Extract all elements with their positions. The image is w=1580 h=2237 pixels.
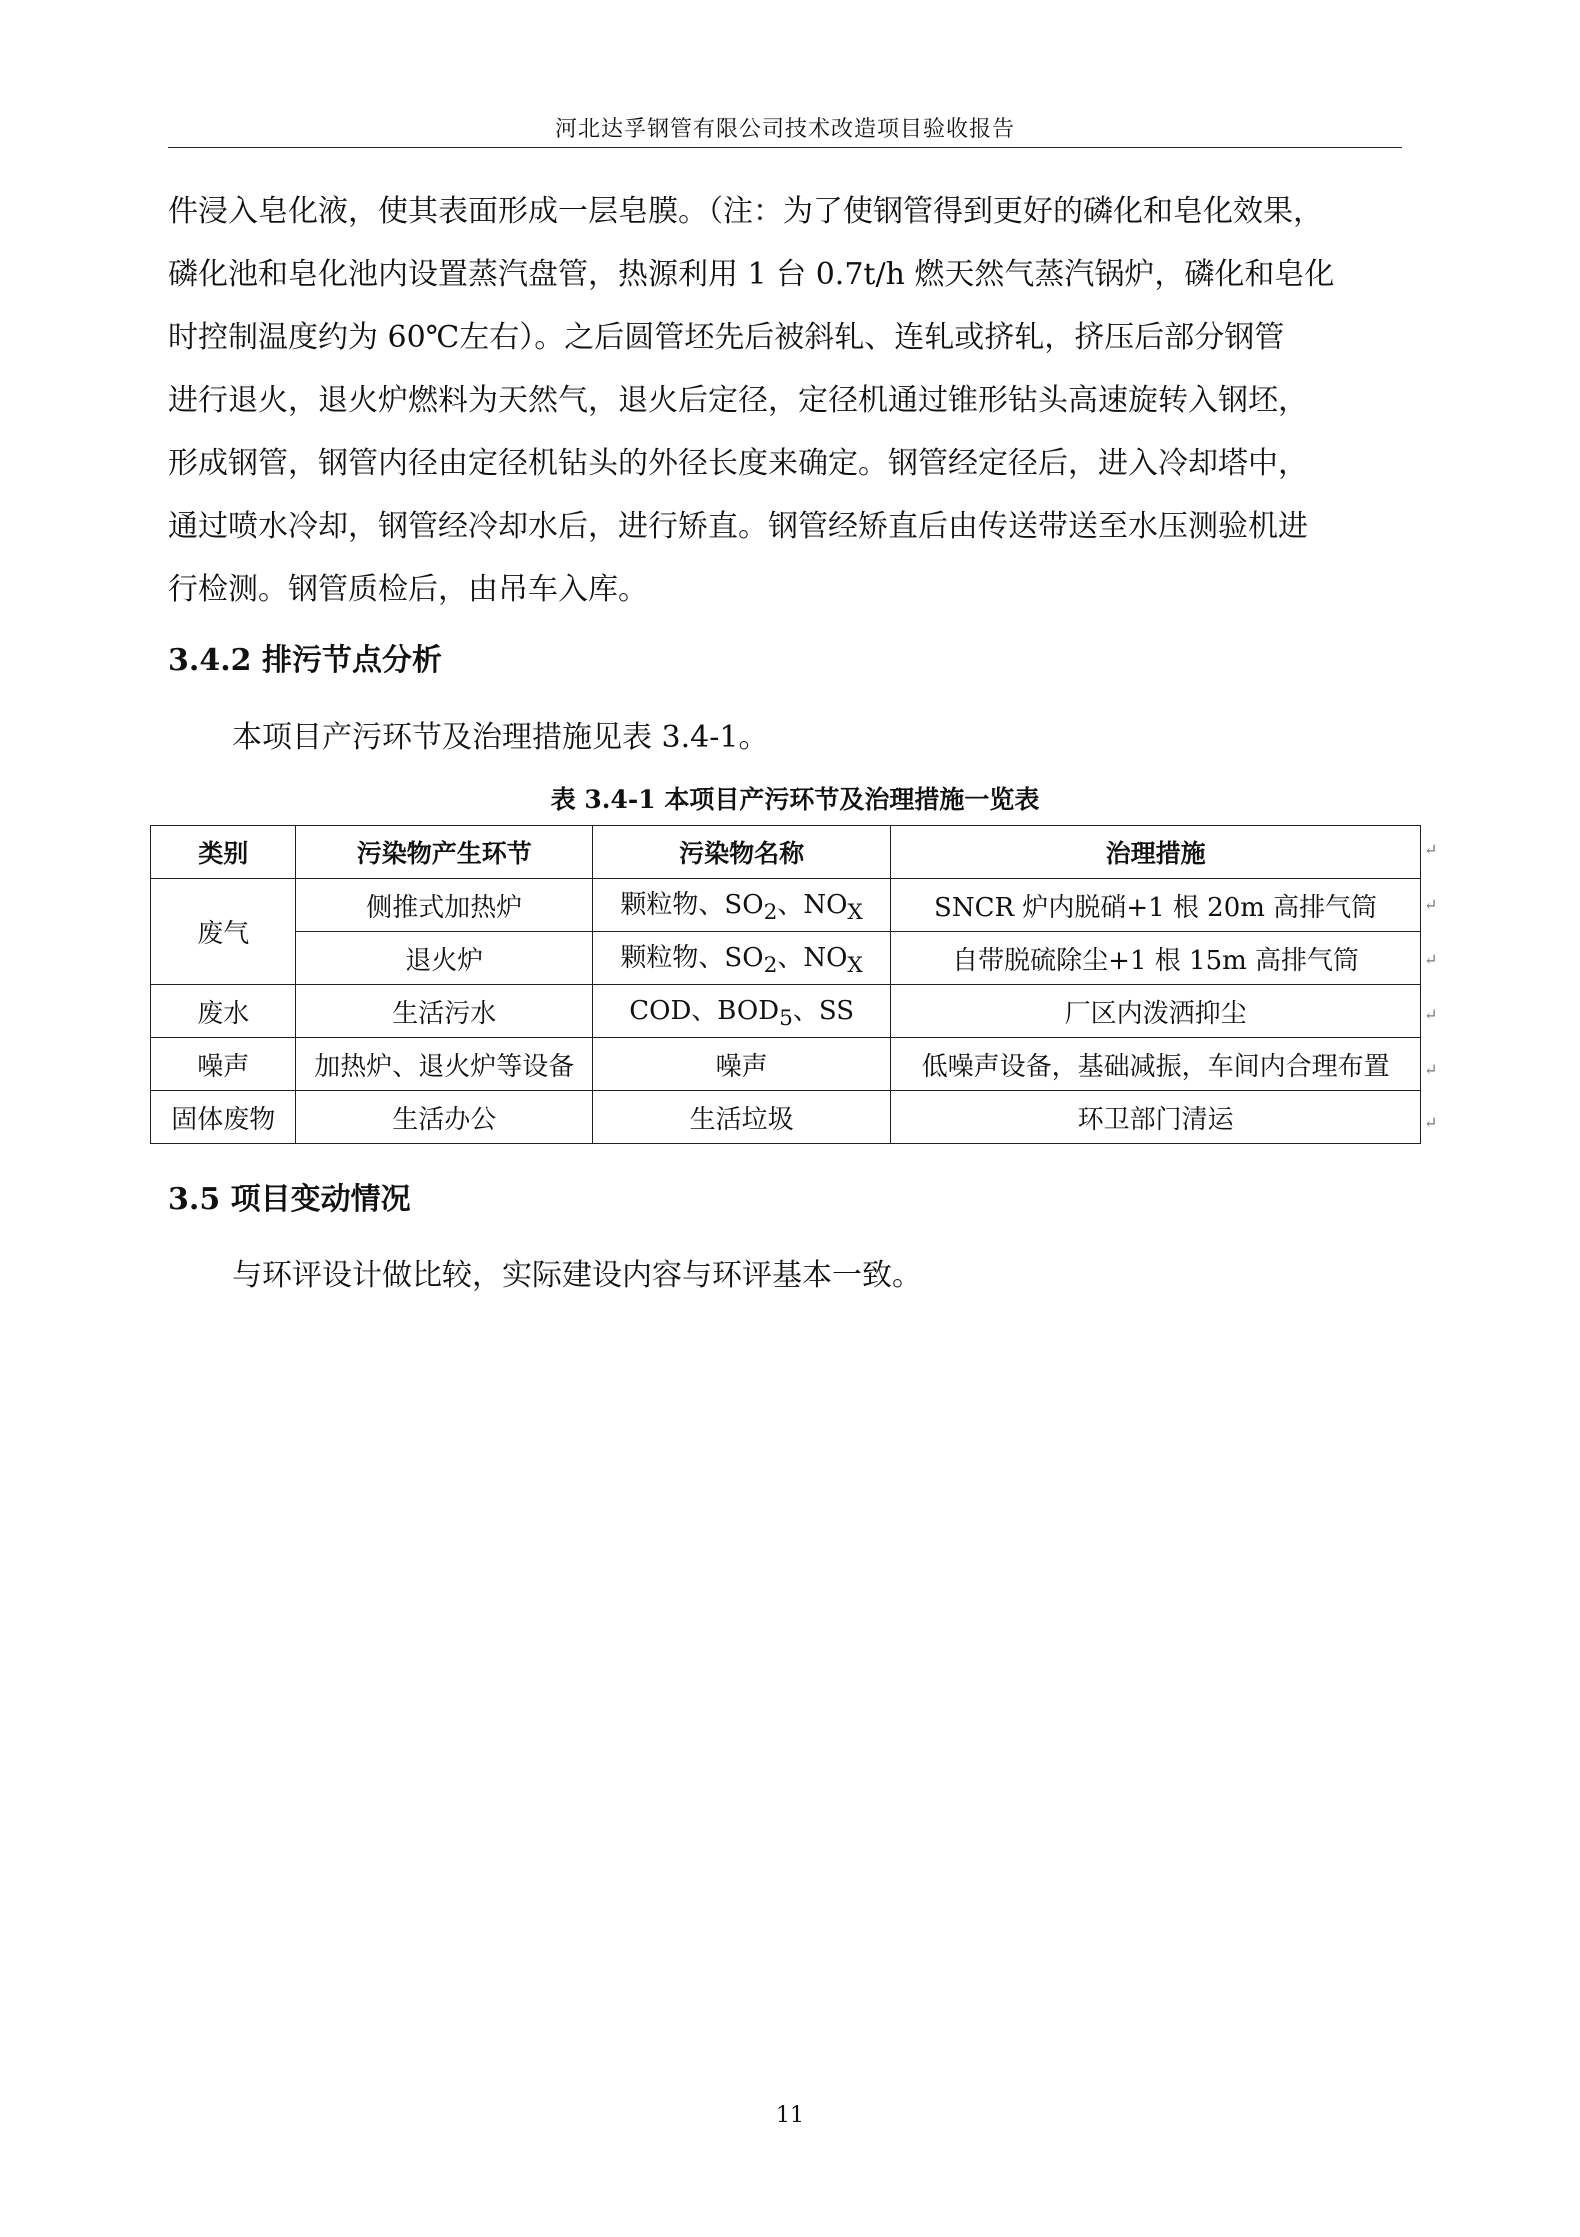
row-end-mark-icon: ↵ [1424,1005,1438,1024]
table-row [151,985,1421,1038]
subscript: 5 [779,1006,793,1032]
text-line: 磷化池和皂化池内设置蒸汽盘管，热源利用 1 台 0.7t/h 燃天然气蒸汽锅炉，磷化和皂化 [168,257,1335,292]
cell-measure: SNCR 炉内脱硝+1 根 20m 高排气筒 [891,879,1421,932]
row-end-mark-icon: ↵ [1424,840,1438,859]
table-row [151,879,1421,932]
header-category: 类别 [151,826,296,879]
page-number: 11 [776,2103,804,2128]
text-line: 件浸入皂化液，使其表面形成一层皂膜。（注：为了使钢管得到更好的磷化和皂化效果， [168,194,1323,229]
pollutant-text: 、NO [777,943,848,974]
text-line: 进行退火，退火炉燃料为天然气，退火后定径，定径机通过锥形钻头高速旋转入钢坯， [168,383,1308,418]
subscript: 2 [763,953,778,979]
cell-pollutant [593,932,891,985]
table-row [151,1038,1421,1091]
table-header-row [151,826,1421,879]
row-end-mark-icon: ↵ [1424,950,1438,969]
section-heading-3-4-2: 3.4.2 排污节点分析 [168,643,442,678]
cell-category: 固体废物 [151,1091,296,1144]
cell-pollutant: 生活垃圾 [593,1091,891,1144]
cell-source: 生活污水 [296,985,593,1038]
cell-pollutant [593,985,891,1038]
subscript: 2 [763,900,778,926]
row-end-mark-icon: ↵ [1424,1060,1438,1079]
table-row [151,1091,1421,1144]
cell-measure: 厂区内泼洒抑尘 [891,985,1421,1038]
running-header: 河北达孚钢管有限公司技术改造项目验收报告 [554,117,1015,142]
section-heading-3-5: 3.5 项目变动情况 [168,1182,411,1217]
cell-source: 生活办公 [296,1091,593,1144]
subscript: X [847,953,863,979]
cell-pollutant [593,879,891,932]
paragraph-change-status: 与环评设计做比较，实际建设内容与环评基本一致。 [232,1258,922,1293]
cell-source: 加热炉、退火炉等设备 [296,1038,593,1091]
cell-category: 废水 [151,985,296,1038]
cell-measure: 低噪声设备，基础减振，车间内合理布置 [891,1038,1421,1091]
header-rule [168,147,1402,148]
table-caption: 表 3.4-1 本项目产污环节及治理措施一览表 [550,785,1040,814]
cell-category: 噪声 [151,1038,296,1091]
row-end-mark-icon: ↵ [1424,1113,1438,1132]
cell-measure: 自带脱硫除尘+1 根 15m 高排气筒 [891,932,1421,985]
table-row [151,932,1421,985]
pollution-table [150,825,1421,1144]
subscript: X [847,900,863,926]
header-source: 污染物产生环节 [296,826,593,879]
paragraph-table-reference: 本项目产污环节及治理措施见表 3.4-1。 [232,720,769,755]
header-pollutant: 污染物名称 [593,826,891,879]
cell-category: 废气 [151,879,296,985]
pollutant-text: 颗粒物、SO [620,943,764,974]
pollutant-text: 、SS [792,996,855,1027]
cell-measure: 环卫部门清运 [891,1091,1421,1144]
pollutant-text: 颗粒物、SO [620,890,764,921]
cell-source: 侧推式加热炉 [296,879,593,932]
text-line: 通过喷水冷却，钢管经冷却水后，进行矫直。钢管经矫直后由传送带送至水压测验机进 [168,509,1308,544]
pollutant-text: 、NO [777,890,848,921]
paragraph-process-description [168,180,1408,621]
header-measure: 治理措施 [891,826,1421,879]
row-end-mark-icon: ↵ [1424,895,1438,914]
text-line: 形成钢管，钢管内径由定径机钻头的外径长度来确定。钢管经定径后，进入冷却塔中， [168,446,1308,481]
cell-pollutant: 噪声 [593,1038,891,1091]
text-line: 时控制温度约为 60℃左右）。之后圆管坯先后被斜轧、连轧或挤轧，挤压后部分钢管 [168,320,1285,355]
cell-source: 退火炉 [296,932,593,985]
pollutant-text: COD、BOD [629,996,780,1027]
text-line: 行检测。钢管质检后，由吊车入库。 [168,572,648,607]
